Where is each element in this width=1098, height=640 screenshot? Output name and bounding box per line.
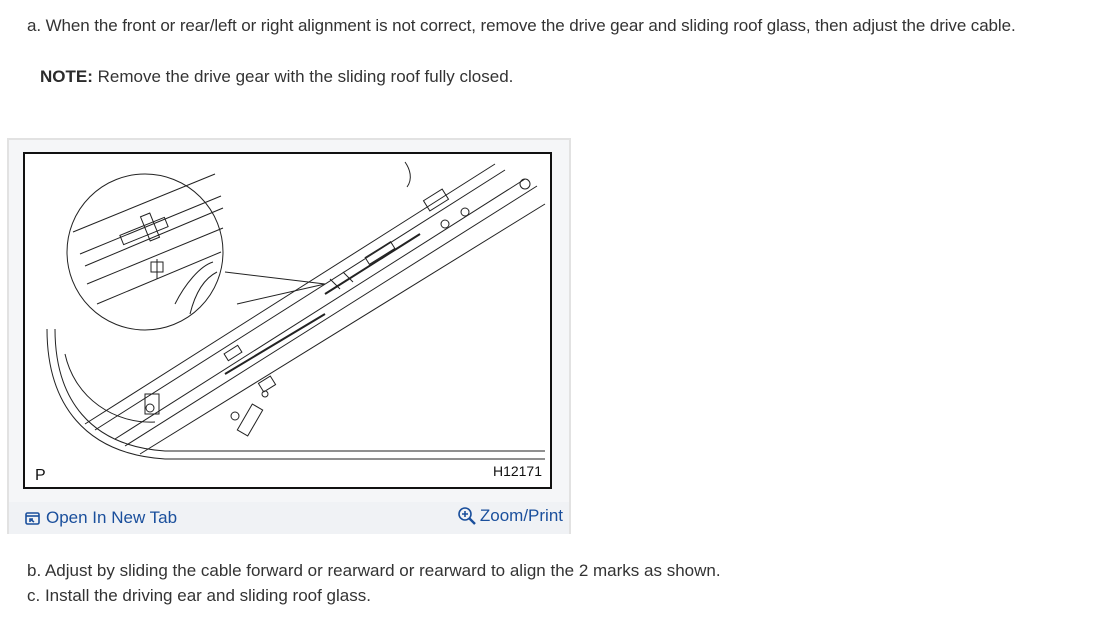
open-in-new-tab-label: Open In New Tab (46, 508, 178, 527)
note (40, 67, 513, 87)
zoom-print-link[interactable] (457, 506, 563, 526)
figure-corner-label: P (35, 467, 46, 484)
note-text: Remove the drive gear with the sliding roof fully closed. (92, 67, 514, 86)
zoom-in-icon (457, 506, 477, 526)
figure-container (7, 138, 571, 534)
step-a-text: a. When the front or rear/left or right alignment is not correct, remove the drive gear and sliding roof glass, then adjust the drive cable. (27, 16, 1016, 35)
note-label: NOTE: (40, 67, 93, 86)
open-in-new-tab-icon (25, 512, 40, 525)
figure-id-label: H12171 (492, 463, 542, 479)
figure-illustration (23, 152, 552, 489)
zoom-print-label: Zoom/Print (479, 506, 563, 525)
open-in-new-tab-link[interactable] (25, 508, 177, 528)
sliding-roof-drive-cable-diagram (25, 154, 550, 487)
step-c-text: c. Install the driving ear and sliding roof glass. (27, 586, 371, 605)
step-b-text: b. Adjust by sliding the cable forward or rearward or rearward to align the 2 marks as shown. (27, 561, 721, 580)
